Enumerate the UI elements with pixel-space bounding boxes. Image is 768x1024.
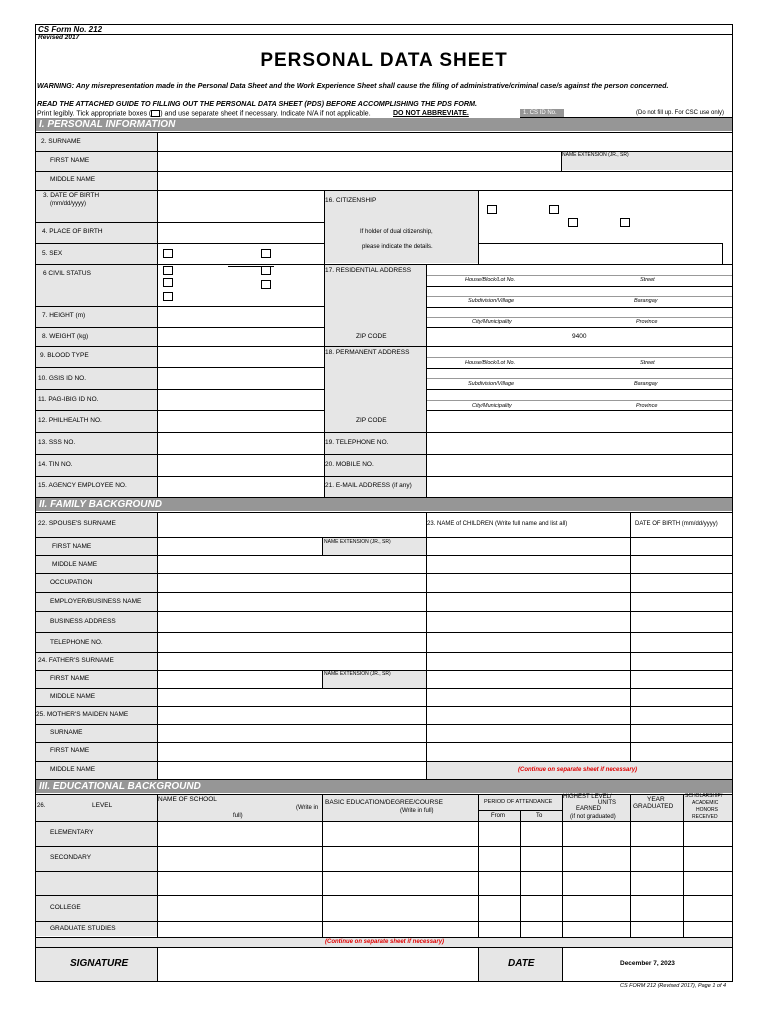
surname-label: 2. SURNAME [41, 138, 81, 145]
blood-type-label: 9. BLOOD TYPE [40, 352, 89, 359]
civil-checkbox-3[interactable] [163, 278, 173, 287]
mother-surname-label: SURNAME [50, 729, 83, 736]
weight-label: 8. WEIGHT (kg) [42, 333, 89, 340]
year-graduated-header-1: YEAR [647, 796, 665, 803]
form-number: CS Form No. 212 [38, 25, 103, 34]
children-dob-header: DATE OF BIRTH (mm/dd/yyyy) [635, 521, 718, 527]
first-name-label: FIRST NAME [50, 157, 90, 164]
res-house-label: House/Block/Lot No. [465, 277, 516, 283]
sex-checkbox-male[interactable] [163, 249, 173, 258]
civil-status-label: 6 CIVIL STATUS [43, 270, 91, 277]
tin-label: 14. TIN NO. [38, 461, 73, 468]
year-graduated-header-2: GRADUATED [633, 803, 674, 810]
father-middle-name-label: MIDDLE NAME [50, 693, 96, 700]
res-subdivision-label: Subdivision/Village [468, 298, 515, 304]
family-continue-note: (Continue on separate sheet if necessary) [518, 767, 638, 773]
sex-label: 5. SEX [42, 250, 63, 257]
course-header-2: (Write in full) [400, 808, 434, 814]
dual-citizenship-note-2: please indicate the details. [362, 244, 433, 250]
mobile-label: 20. MOBILE NO. [325, 461, 374, 468]
perm-zip-label: ZIP CODE [356, 417, 387, 424]
warning-text: WARNING: Any misrepresentation made in the Personal Data Sheet and the Work Experience Sheet shall cause the filing of administrative/criminal case/s against the person concerned. [37, 81, 669, 90]
school-header-2: (Write in [296, 805, 319, 811]
education-level-header: LEVEL [92, 802, 113, 809]
signature-label: SIGNATURE [70, 958, 129, 969]
period-to-header: To [536, 813, 543, 819]
permanent-address-label: 18. PERMANENT ADDRESS [325, 349, 410, 356]
res-zip-value: 9400 [572, 333, 587, 340]
res-zip-label: ZIP CODE [356, 333, 387, 340]
csc-note: (Do not fill up. For CSC use only) [636, 110, 725, 116]
date-label: DATE [508, 958, 535, 969]
spouse-ext-label: NAME EXTENSION (JR., SR) [324, 539, 391, 545]
children-header: 23. NAME of CHILDREN (Write full name and list all) [427, 521, 568, 527]
scholarship-header-3: HONORS [696, 807, 718, 813]
father-first-name-label: FIRST NAME [50, 675, 90, 682]
perm-street-label: Street [640, 360, 655, 366]
civil-checkbox-4[interactable] [261, 280, 271, 289]
employer-label: EMPLOYER/BUSINESS NAME [50, 598, 142, 605]
perm-subdivision-label: Subdivision/Village [468, 381, 515, 387]
college-label: COLLEGE [50, 904, 81, 911]
business-address-label: BUSINESS ADDRESS [50, 618, 116, 625]
scholarship-header-2: ACADEMIC [692, 800, 719, 806]
page-title: PERSONAL DATA SHEET [260, 50, 508, 71]
perm-house-label: House/Block/Lot No. [465, 360, 516, 366]
section-educational-background: III. EDUCATIONAL BACKGROUND [36, 780, 732, 793]
scholarship-header-1: SCHOLARSHIP/ [685, 793, 723, 799]
read-guide-text: READ THE ATTACHED GUIDE TO FILLING OUT THE PERSONAL DATA SHEET (PDS) BEFORE ACCOMPLISHING THE PDS FORM. [37, 99, 478, 108]
telephone-label: 19. TELEPHONE NO. [325, 439, 389, 446]
school-header-3: full) [233, 813, 243, 819]
spouse-first-name-label: FIRST NAME [52, 543, 92, 550]
highest-level-header-4: (if not graduated) [570, 814, 616, 820]
page-footer: CS FORM 212 (Revised 2017), Page 1 of 4 [620, 983, 727, 989]
perm-barangay-label: Barangay [634, 381, 658, 387]
sex-checkbox-female[interactable] [261, 249, 271, 258]
res-city-label: City/Municipality [472, 319, 512, 325]
elementary-label: ELEMENTARY [50, 829, 94, 836]
res-province-label: Province [636, 319, 658, 325]
philhealth-label: 12. PHILHEALTH NO. [38, 417, 102, 424]
mother-first-name-label: FIRST NAME [50, 747, 90, 754]
education-continue-note: (Continue on separate sheet if necessary) [325, 939, 445, 945]
res-street-label: Street [640, 277, 655, 283]
dob-label: 3. DATE OF BIRTH [43, 192, 100, 199]
res-barangay-label: Barangay [634, 298, 658, 304]
citizenship-checkbox-1[interactable] [487, 205, 497, 214]
civil-checkbox-1[interactable] [163, 266, 173, 275]
signature-field[interactable] [158, 948, 478, 981]
height-label: 7. HEIGHT (m) [42, 312, 86, 319]
citizenship-checkbox-2[interactable] [549, 205, 559, 214]
dual-citizenship-note-1: If holder of dual citizenship, [360, 229, 433, 235]
education-num: 26. [37, 803, 46, 809]
period-from-header: From [491, 813, 505, 819]
gsis-label: 10. GSIS ID NO. [38, 375, 87, 382]
pob-label: 4. PLACE OF BIRTH [42, 228, 103, 235]
name-ext-label: NAME EXTENSION (JR., SR) [562, 152, 629, 158]
mother-middle-name-label: MIDDLE NAME [50, 766, 96, 773]
citizenship-checkbox-3[interactable] [568, 218, 578, 227]
do-not-abbreviate: DO NOT ABBREVIATE. [393, 110, 469, 117]
middle-name-label: MIDDLE NAME [50, 176, 96, 183]
section-personal-information: I. PERSONAL INFORMATION [36, 118, 732, 131]
occupation-label: OCCUPATION [50, 579, 93, 586]
form-revised: Revised 2017 [38, 34, 80, 41]
spouse-surname-label: 22. SPOUSE'S SURNAME [38, 520, 116, 527]
print-note: Print legibly. Tick appropriate boxes ( ) and use separate sheet if necessary. Indicate N/A if not applicable. [37, 110, 371, 118]
civil-checkbox-2[interactable] [261, 266, 271, 275]
school-header-1: NAME OF SCHOOL [158, 796, 217, 803]
civil-checkbox-5[interactable] [163, 292, 173, 301]
section-family-background: II. FAMILY BACKGROUND [36, 498, 732, 511]
period-header: PERIOD OF ATTENDANCE [484, 799, 553, 805]
dob-format: (mm/dd/yyyy) [50, 201, 86, 207]
spouse-telephone-label: TELEPHONE NO. [50, 639, 103, 646]
perm-province-label: Province [636, 403, 658, 409]
course-header-1: BASIC EDUCATION/DEGREE/COURSE [325, 799, 443, 806]
cs-id-label: 1. CS ID No. [523, 110, 557, 116]
father-ext-label: NAME EXTENSION (JR., SR) [324, 671, 391, 677]
date-value[interactable]: December 7, 2023 [620, 960, 675, 967]
agency-employee-label: 15. AGENCY EMPLOYEE NO. [38, 482, 127, 489]
secondary-label: SECONDARY [50, 854, 92, 861]
perm-city-label: City/Municipality [472, 403, 512, 409]
citizenship-label: 16. CITIZENSHIP [325, 197, 377, 204]
highest-level-header-2: UNITS [598, 800, 616, 806]
spouse-middle-name-label: MIDDLE NAME [52, 561, 98, 568]
graduate-studies-label: GRADUATE STUDIES [50, 925, 116, 932]
citizenship-checkbox-4[interactable] [620, 218, 630, 227]
highest-level-header-1: HIGHEST LEVEL/ [563, 794, 612, 800]
residential-address-label: 17. RESIDENTIAL ADDRESS [325, 267, 412, 274]
sss-label: 13. SSS NO. [38, 439, 76, 446]
email-label: 21. E-MAIL ADDRESS (if any) [325, 482, 412, 489]
pagibig-label: 11. PAG-IBIG ID NO. [38, 396, 99, 403]
mother-maiden-name-label: 25. MOTHER'S MAIDEN NAME [36, 711, 129, 718]
highest-level-header-3: EARNED [576, 806, 602, 812]
education-level-column [36, 794, 157, 936]
scholarship-header-4: RECEIVED [692, 814, 718, 820]
father-surname-label: 24. FATHER'S SURNAME [38, 657, 114, 664]
